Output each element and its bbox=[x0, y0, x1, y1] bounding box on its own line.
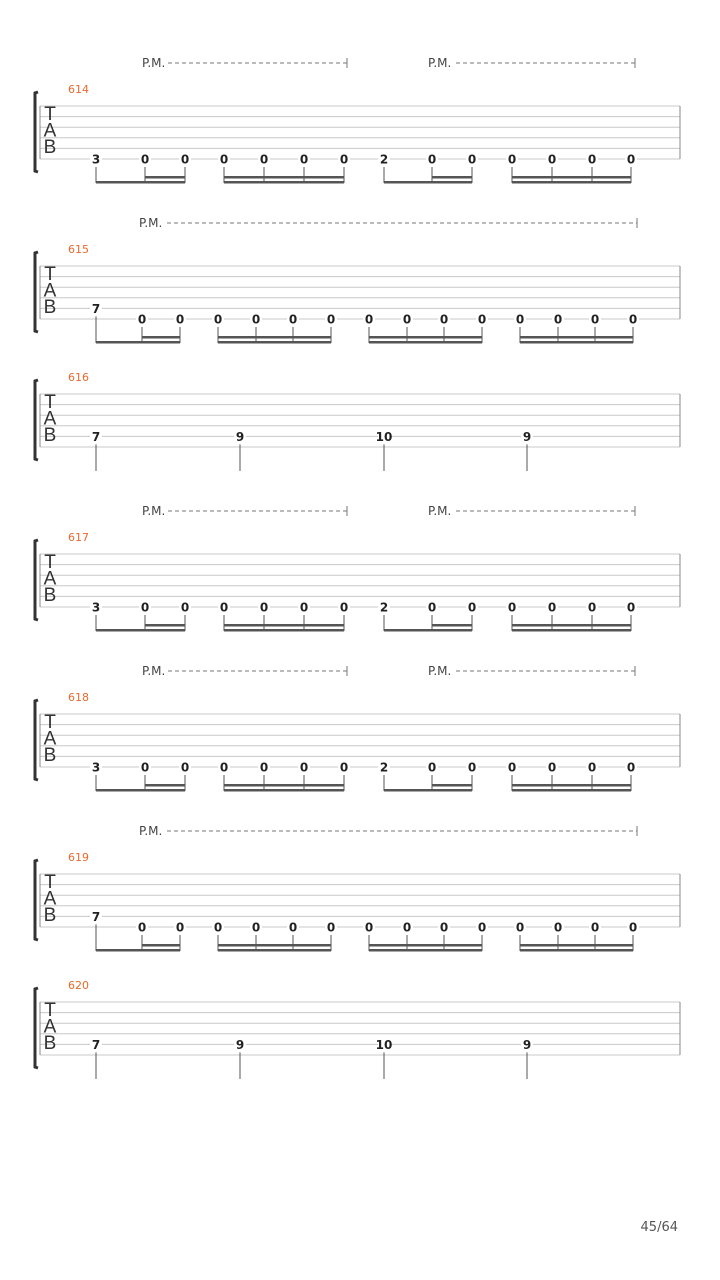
palm-mute-label: P.M. bbox=[142, 504, 166, 518]
fret-number: 0 bbox=[137, 312, 147, 327]
measure-number: 618 bbox=[68, 691, 89, 704]
fret-number: 0 bbox=[477, 920, 487, 935]
fret-number: 3 bbox=[91, 760, 101, 775]
system-bracket bbox=[35, 988, 38, 1068]
beam-secondary bbox=[224, 176, 344, 179]
tab-clef-letter: A bbox=[43, 728, 57, 750]
palm-mute-label: P.M. bbox=[428, 504, 452, 518]
tab-clef-letter: T bbox=[44, 872, 56, 893]
measure-number: 615 bbox=[68, 243, 89, 256]
fret-number: 0 bbox=[140, 600, 150, 615]
fret-number: 0 bbox=[364, 312, 374, 327]
fret-number: 9 bbox=[235, 1037, 245, 1052]
measure-number: 614 bbox=[68, 83, 89, 96]
fret-number: 0 bbox=[507, 600, 517, 615]
beam-primary bbox=[384, 789, 472, 792]
system-bracket bbox=[35, 252, 38, 332]
fret-number: 0 bbox=[547, 152, 557, 167]
beam-secondary bbox=[369, 336, 482, 339]
tab-clef-letter: A bbox=[43, 120, 57, 142]
beam-secondary bbox=[142, 336, 180, 339]
palm-mute-label: P.M. bbox=[428, 664, 452, 678]
tab-clef-letter: B bbox=[43, 297, 57, 318]
measure-number: 619 bbox=[68, 851, 89, 864]
fret-number: 0 bbox=[140, 760, 150, 775]
fret-number: 2 bbox=[379, 600, 389, 615]
system-bracket bbox=[35, 380, 38, 460]
fret-number: 0 bbox=[427, 600, 437, 615]
palm-mute-label: P.M. bbox=[139, 216, 163, 230]
palm-mute-label: P.M. bbox=[428, 56, 452, 70]
tab-clef-letter: B bbox=[43, 1033, 57, 1054]
beam-secondary bbox=[145, 784, 185, 787]
fret-number: 0 bbox=[219, 760, 229, 775]
tab-system bbox=[35, 979, 680, 1079]
beam-secondary bbox=[512, 784, 631, 787]
fret-number: 0 bbox=[175, 312, 185, 327]
tab-clef-letter: T bbox=[44, 104, 56, 125]
beam-secondary bbox=[520, 944, 633, 947]
fret-number: 0 bbox=[364, 920, 374, 935]
beam-secondary bbox=[369, 944, 482, 947]
beam-primary bbox=[512, 181, 631, 184]
fret-number: 2 bbox=[379, 152, 389, 167]
tab-clef-letter: B bbox=[43, 745, 57, 766]
fret-number: 0 bbox=[467, 760, 477, 775]
fret-number: 0 bbox=[299, 152, 309, 167]
page-number: 45/64 bbox=[640, 1220, 678, 1235]
fret-number: 0 bbox=[180, 760, 190, 775]
beam-secondary bbox=[432, 784, 472, 787]
tab-clef-letter: T bbox=[44, 712, 56, 733]
fret-number: 0 bbox=[402, 312, 412, 327]
tab-clef-letter: A bbox=[43, 1016, 57, 1038]
fret-number: 0 bbox=[180, 600, 190, 615]
beam-secondary bbox=[224, 624, 344, 627]
fret-number: 0 bbox=[299, 600, 309, 615]
fret-number: 0 bbox=[590, 312, 600, 327]
fret-number: 0 bbox=[515, 920, 525, 935]
system-bracket bbox=[35, 92, 38, 172]
fret-number: 3 bbox=[91, 600, 101, 615]
fret-number: 0 bbox=[467, 600, 477, 615]
fret-number: 0 bbox=[219, 600, 229, 615]
fret-number: 0 bbox=[515, 312, 525, 327]
tab-clef-letter: A bbox=[43, 888, 57, 910]
fret-number: 2 bbox=[379, 760, 389, 775]
beam-secondary bbox=[145, 624, 185, 627]
tab-system bbox=[35, 216, 680, 344]
beam-secondary bbox=[142, 944, 180, 947]
fret-number: 0 bbox=[587, 760, 597, 775]
tab-system bbox=[35, 371, 680, 471]
tab-clef-letter: B bbox=[43, 425, 57, 446]
tab-clef-letter: A bbox=[43, 568, 57, 590]
beam-primary bbox=[224, 789, 344, 792]
fret-number: 0 bbox=[626, 152, 636, 167]
beam-secondary bbox=[218, 336, 331, 339]
fret-number: 0 bbox=[547, 600, 557, 615]
fret-number: 0 bbox=[547, 760, 557, 775]
tab-clef-letter: B bbox=[43, 585, 57, 606]
fret-number: 7 bbox=[91, 429, 101, 444]
beam-secondary bbox=[512, 624, 631, 627]
fret-number: 0 bbox=[326, 312, 336, 327]
beam-primary bbox=[218, 949, 331, 952]
palm-mute-label: P.M. bbox=[139, 824, 163, 838]
beam-primary bbox=[96, 629, 185, 632]
fret-number: 9 bbox=[522, 429, 532, 444]
fret-number: 7 bbox=[91, 1037, 101, 1052]
fret-number: 0 bbox=[180, 152, 190, 167]
fret-number: 0 bbox=[402, 920, 412, 935]
beam-primary bbox=[96, 341, 180, 344]
fret-number: 0 bbox=[326, 920, 336, 935]
fret-number: 0 bbox=[626, 760, 636, 775]
fret-number: 0 bbox=[626, 600, 636, 615]
fret-number: 0 bbox=[628, 920, 638, 935]
beam-primary bbox=[369, 949, 482, 952]
fret-number: 9 bbox=[235, 429, 245, 444]
system-bracket bbox=[35, 540, 38, 620]
tab-system bbox=[35, 664, 680, 792]
beam-primary bbox=[218, 341, 331, 344]
fret-number: 0 bbox=[339, 760, 349, 775]
fret-number: 0 bbox=[137, 920, 147, 935]
fret-number: 0 bbox=[339, 152, 349, 167]
tab-clef-letter: T bbox=[44, 264, 56, 285]
fret-number: 0 bbox=[477, 312, 487, 327]
fret-number: 0 bbox=[299, 760, 309, 775]
fret-number: 7 bbox=[91, 909, 101, 924]
fret-number: 0 bbox=[251, 920, 261, 935]
tab-system bbox=[35, 824, 680, 952]
fret-number: 0 bbox=[427, 152, 437, 167]
beam-primary bbox=[512, 629, 631, 632]
fret-number: 10 bbox=[375, 429, 393, 444]
tab-system bbox=[35, 504, 680, 632]
beam-primary bbox=[224, 629, 344, 632]
fret-number: 0 bbox=[213, 312, 223, 327]
fret-number: 0 bbox=[467, 152, 477, 167]
tab-clef-letter: B bbox=[43, 137, 57, 158]
beam-primary bbox=[384, 629, 472, 632]
fret-number: 0 bbox=[251, 312, 261, 327]
tab-clef-letter: T bbox=[44, 1000, 56, 1021]
system-bracket bbox=[35, 860, 38, 940]
beam-primary bbox=[520, 949, 633, 952]
fret-number: 0 bbox=[427, 760, 437, 775]
fret-number: 0 bbox=[219, 152, 229, 167]
beam-secondary bbox=[218, 944, 331, 947]
system-bracket bbox=[35, 700, 38, 780]
tab-clef-letter: B bbox=[43, 905, 57, 926]
beam-primary bbox=[96, 949, 180, 952]
beam-secondary bbox=[432, 176, 472, 179]
beam-secondary bbox=[512, 176, 631, 179]
beam-primary bbox=[512, 789, 631, 792]
fret-number: 0 bbox=[553, 920, 563, 935]
fret-number: 0 bbox=[507, 152, 517, 167]
fret-number: 0 bbox=[140, 152, 150, 167]
fret-number: 0 bbox=[259, 760, 269, 775]
beam-primary bbox=[369, 341, 482, 344]
fret-number: 0 bbox=[553, 312, 563, 327]
palm-mute-label: P.M. bbox=[142, 56, 166, 70]
tab-system bbox=[35, 56, 680, 184]
fret-number: 3 bbox=[91, 152, 101, 167]
beam-primary bbox=[520, 341, 633, 344]
fret-number: 0 bbox=[213, 920, 223, 935]
beam-secondary bbox=[520, 336, 633, 339]
tab-clef-letter: T bbox=[44, 552, 56, 573]
fret-number: 10 bbox=[375, 1037, 393, 1052]
fret-number: 0 bbox=[288, 312, 298, 327]
measure-number: 620 bbox=[68, 979, 89, 992]
fret-number: 0 bbox=[628, 312, 638, 327]
tab-clef-letter: A bbox=[43, 280, 57, 302]
measure-number: 616 bbox=[68, 371, 89, 384]
measure-number: 617 bbox=[68, 531, 89, 544]
fret-number: 0 bbox=[439, 920, 449, 935]
fret-number: 9 bbox=[522, 1037, 532, 1052]
fret-number: 7 bbox=[91, 301, 101, 316]
fret-number: 0 bbox=[259, 600, 269, 615]
tab-clef-letter: A bbox=[43, 408, 57, 430]
fret-number: 0 bbox=[175, 920, 185, 935]
palm-mute-label: P.M. bbox=[142, 664, 166, 678]
fret-number: 0 bbox=[507, 760, 517, 775]
beam-secondary bbox=[224, 784, 344, 787]
fret-number: 0 bbox=[439, 312, 449, 327]
beam-primary bbox=[224, 181, 344, 184]
fret-number: 0 bbox=[339, 600, 349, 615]
fret-number: 0 bbox=[587, 600, 597, 615]
fret-number: 0 bbox=[288, 920, 298, 935]
beam-primary bbox=[96, 789, 185, 792]
beam-secondary bbox=[145, 176, 185, 179]
beam-primary bbox=[96, 181, 185, 184]
beam-secondary bbox=[432, 624, 472, 627]
fret-number: 0 bbox=[590, 920, 600, 935]
fret-number: 0 bbox=[587, 152, 597, 167]
tab-clef-letter: T bbox=[44, 392, 56, 413]
beam-primary bbox=[384, 181, 472, 184]
fret-number: 0 bbox=[259, 152, 269, 167]
